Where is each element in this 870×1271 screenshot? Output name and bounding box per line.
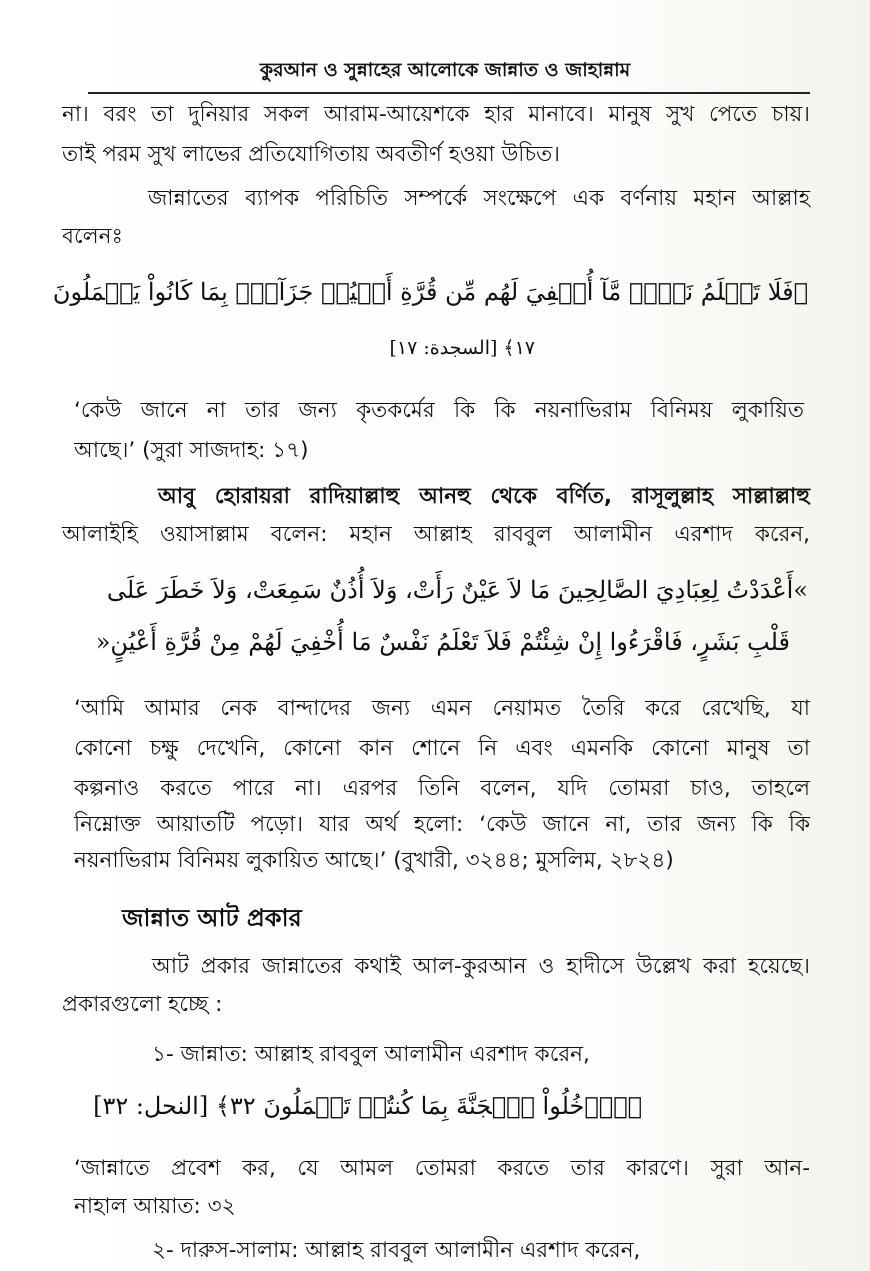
translation-line: ‘জান্নাতে প্রবেশ কর, যে আমল তোমরা করতে তার কারণে। সুরা আন- <box>74 1156 810 1181</box>
hadith-text: »أَعْدَدْتُ لِعِبَادِيَ الصَّالِحِينَ مَا لاَ عَيْنٌ رَأَتْ، وَلاَ أُذُنٌ سَمِعَتْ، وَلاَ خَطَرَ عَلَى <box>106 576 808 604</box>
translation-line: নিম্নোক্ত আয়াতটি পড়ো। যার অর্থ হলো: ‘কেউ জানে না, তার জন্য কি কি <box>74 812 810 837</box>
translation-line: আছে।’ (সুরা সাজদাহ: ১৭) <box>74 438 309 463</box>
hadith-text: قَلْبِ بَشَرٍ، فَاقْرَءُوا إِنْ شِئْتُمْ فَلاَ تَعْلَمُ نَفْسٌ مَا أُخْفِيَ لَهُمْ مِنْ قُرَّةِ أَعْيُنٍ« <box>95 628 790 656</box>
paragraph-line: জান্নাতের ব্যাপক পরিচিতি সম্পর্কে সংক্ষেপে এক বর্ণনায় মহান আল্লাহ <box>148 186 810 211</box>
quran-verse: ﴿ٱدۡخُلُواْ ٱلۡجَنَّةَ بِمَا كُنتُمۡ تَعۡمَلُونَ ٣٢﴾ [النحل: ٣٢] <box>93 1092 642 1120</box>
paragraph-line: প্রকারগুলো হচ্ছে : <box>62 992 223 1017</box>
paragraph-line: আলাইহি ওয়াসাল্লাম বলেন: মহান আল্লাহ রাববুল আলামীন এরশাদ করেন, <box>62 522 810 547</box>
paragraph-line: আট প্রকার জান্নাতের কথাই আল-কুরআন ও হাদীসে উল্লেখ করা হয়েছে। <box>152 954 810 979</box>
paragraph-line: না। বরং তা দুনিয়ার সকল আরাম-আয়েশকে হার মানাবে। মানুষ সুখ পেতে চায়। <box>62 102 810 127</box>
verse-reference: ١٧﴾ [السجدة: ١٧] <box>389 337 535 359</box>
header-rule <box>88 92 810 94</box>
translation-line: নাহাল আয়াত: ৩২ <box>74 1194 236 1219</box>
translation-line: কোনো চক্ষু দেখেনি, কোনো কান শোনে নি এবং এমনকি কোনো মানুষ তা <box>74 736 810 761</box>
translation-line: কল্পনাও করতে পারে না। এরপর তিনি বলেন, যদি তোমরা চাও, তাহলে <box>74 776 810 801</box>
section-heading: জান্নাত আট প্রকার <box>122 904 302 932</box>
list-item: ২- দারুস-সালাম: আল্লাহ রাববুল আলামীন এরশাদ করেন, <box>152 1238 641 1263</box>
paragraph-line: বলেনঃ <box>62 224 123 249</box>
paragraph-line: তাই পরম সুখ লাভের প্রতিযোগিতায় অবতীর্ণ হওয়া উচিত। <box>62 142 560 167</box>
translation-line: ‘আমি আমার নেক বান্দাদের জন্য এমন নেয়ামত তৈরি করে রেখেছি, যা <box>74 696 810 721</box>
list-item: ১- জান্নাত: আল্লাহ রাববুল আলামীন এরশাদ করেন, <box>152 1042 590 1067</box>
paragraph-line: আবু হোরায়রা রাদিয়াল্লাহু আনহু থেকে বর্ণিত, রাসূলুল্লাহ সাল্লাল্লাহু <box>158 484 810 509</box>
quran-verse: ﴿فَلَا تَعۡلَمُ نَفۡسٞ مَّآ أُخۡفِيَ لَهُم مِّن قُرَّةِ أَعۡيُنٖ جَزَآءَۢ بِمَا كَانُواْ يَعۡمَلُونَ <box>52 278 808 306</box>
translation-line: ‘কেউ জানে না তার জন্য কৃতকর্মের কি কি নয়নাভিরাম বিনিময় লুকায়িত <box>74 398 804 423</box>
running-header: কুরআন ও সুন্নাহের আলোকে জান্নাত ও জাহান্নাম <box>259 59 631 81</box>
translation-line: নয়নাভিরাম বিনিময় লুকায়িত আছে।’ (বুখারী, ৩২৪৪; মুসলিম, ২৮২৪) <box>74 848 674 873</box>
